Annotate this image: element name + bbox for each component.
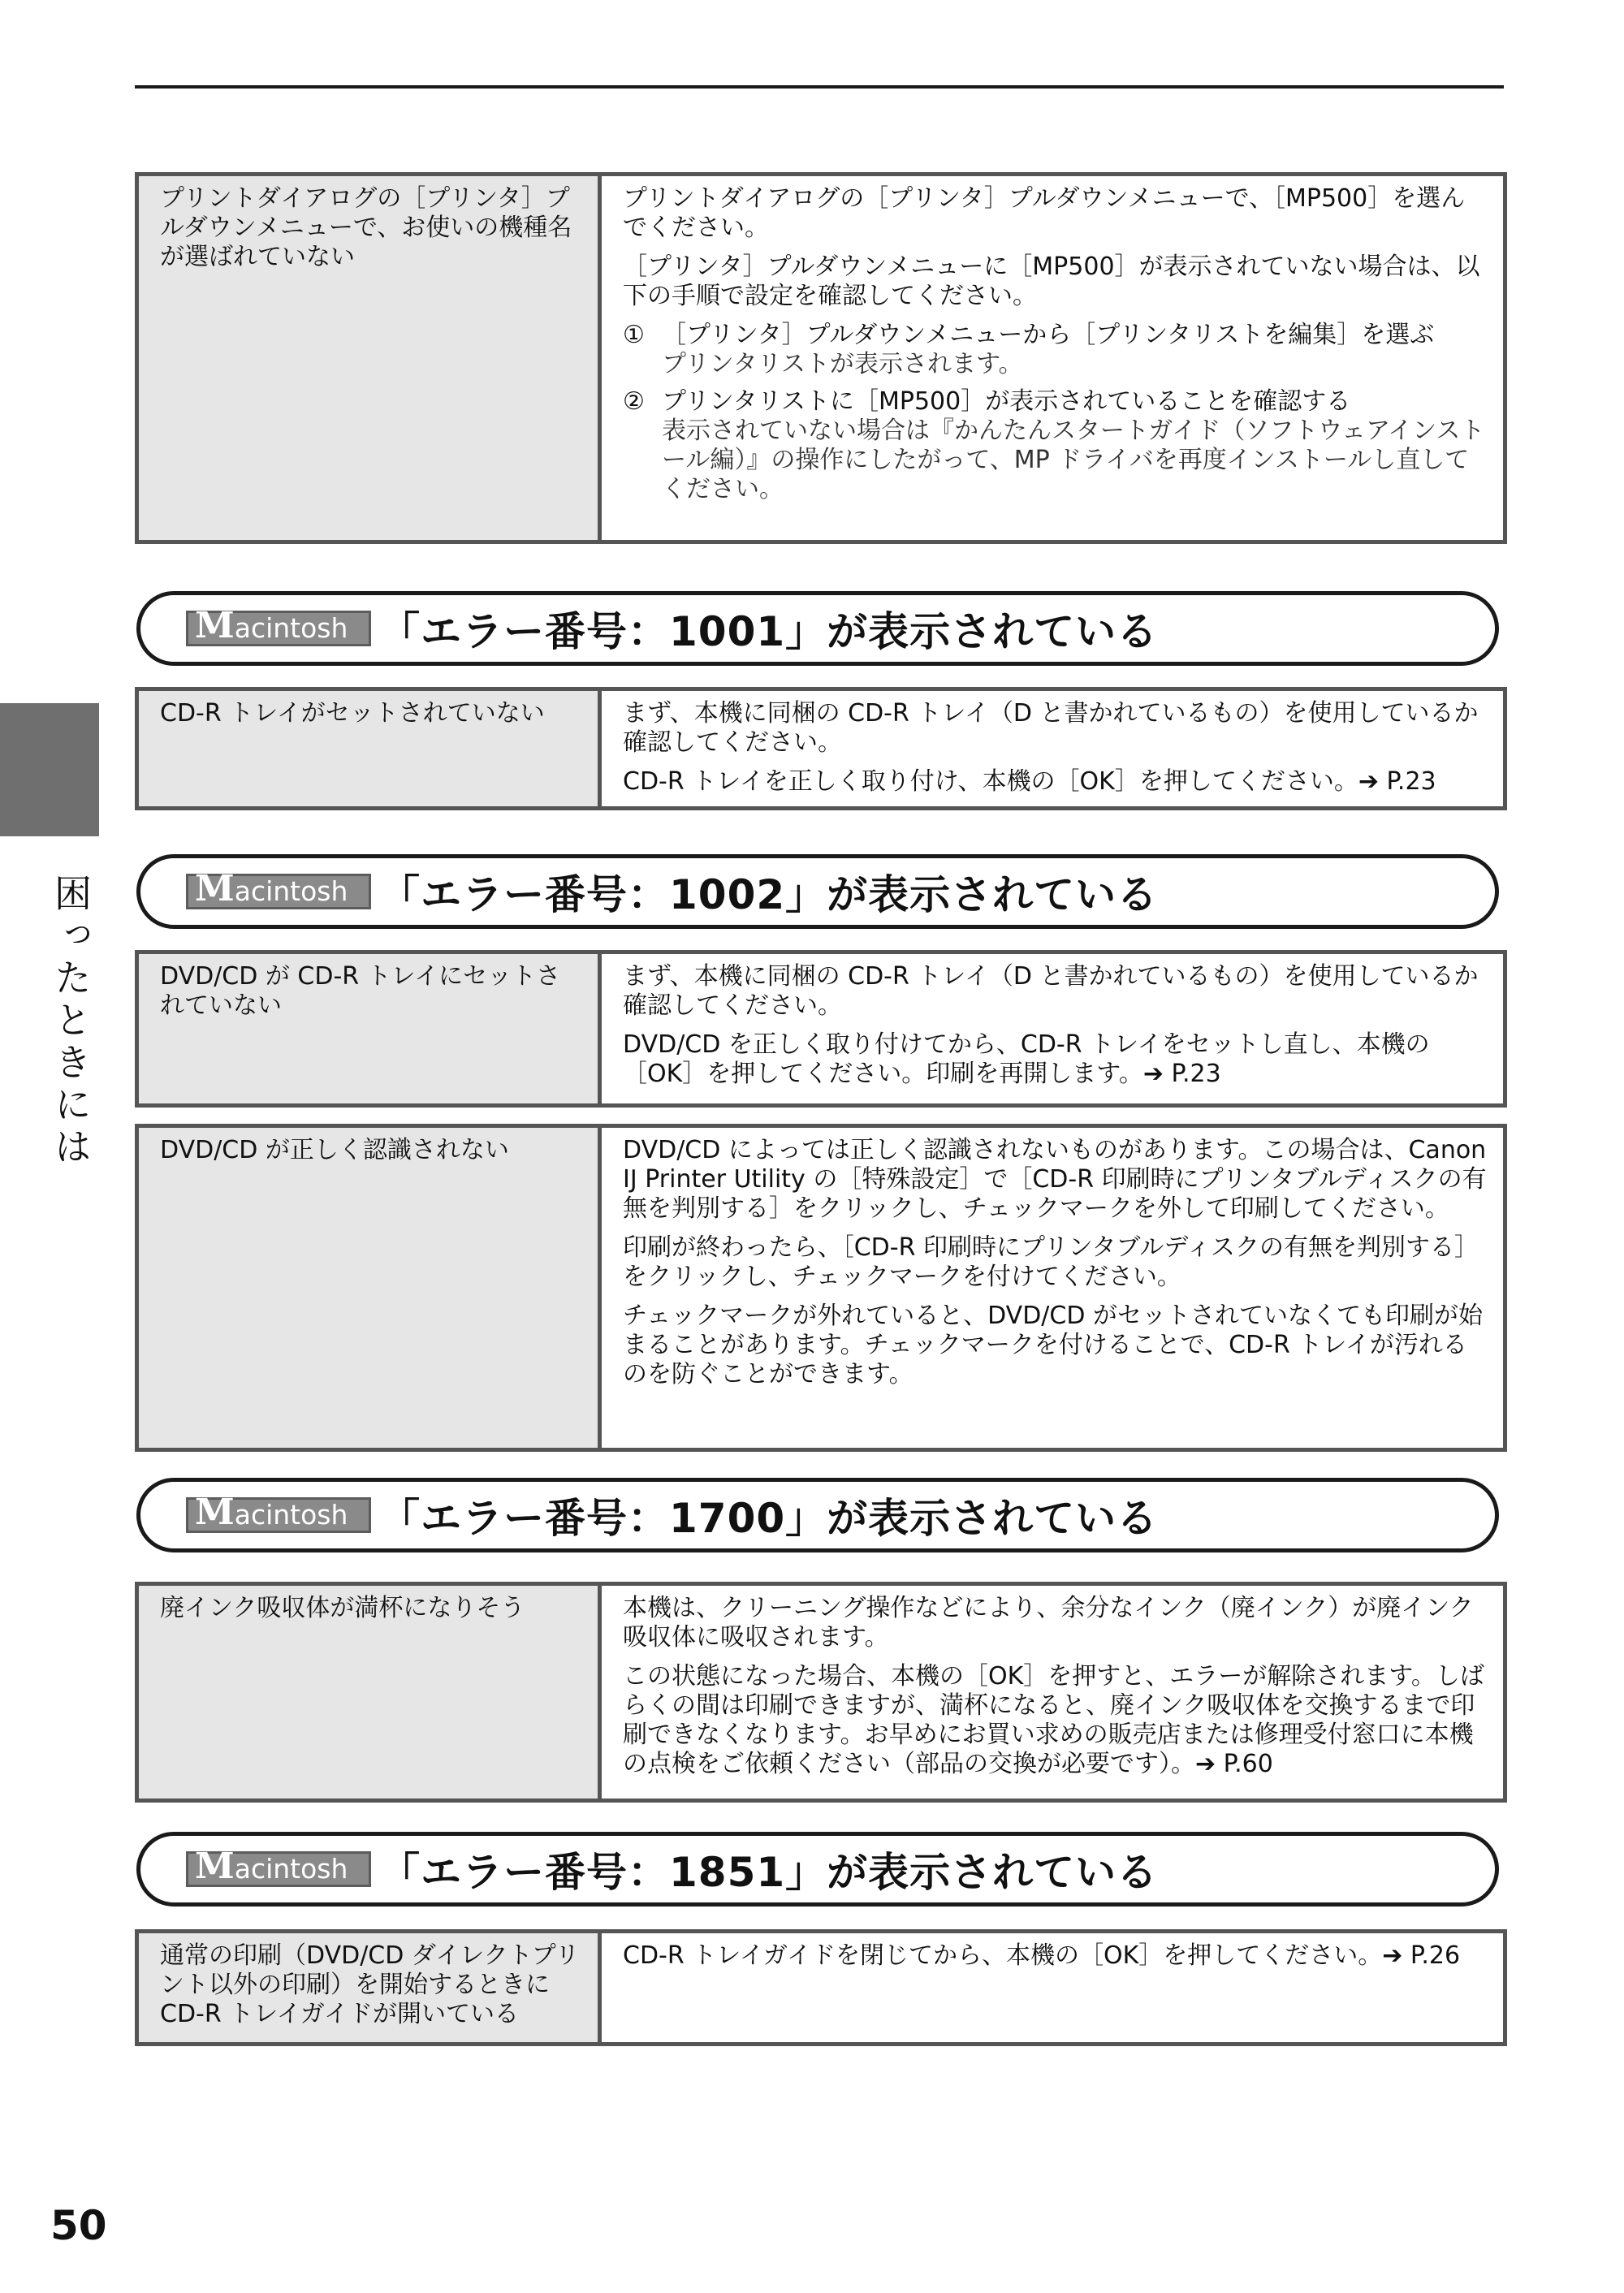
cause-cell: DVD/CD が CD-R トレイにセットされていない — [139, 954, 602, 1103]
cause-cell: CD-R トレイがセットされていない — [139, 691, 602, 806]
solution-text: CD-R トレイガイドを閉じてから、本機の［OK］を押してください。➔ P.26 — [623, 1941, 1461, 1970]
solution-text: DVD/CD によっては正しく認識されないものがあります。この場合は、Canon IJ Printer Utility の［特殊設定］で［CD-R 印刷時にプリンタブルディスクの有無を判別する］をクリックし、チェックマークを外して印刷してください。 — [623, 1136, 1487, 1223]
troubleshoot-table — [135, 1929, 1507, 2046]
section-heading-1700 — [136, 1478, 1499, 1552]
macintosh-badge: M acintosh — [186, 1497, 371, 1533]
step-number: ① — [623, 321, 645, 349]
section-heading-1851 — [136, 1832, 1499, 1907]
chapter-label: 困ったときには — [49, 874, 93, 1169]
chapter-tab — [0, 703, 99, 836]
troubleshoot-table — [135, 172, 1507, 544]
section-title: 「エラー番号：1700」が表示されている — [379, 1495, 1159, 1542]
solution-cell — [602, 954, 1503, 1103]
solution-cell — [602, 1933, 1503, 2042]
troubleshoot-table — [135, 950, 1507, 1108]
step-number: ② — [623, 387, 645, 416]
cause-cell: 廃インク吸収体が満杯になりそう — [139, 1586, 602, 1799]
troubleshoot-table — [135, 1124, 1507, 1452]
solution-cell — [602, 1128, 1503, 1448]
cause-cell: 通常の印刷（DVD/CD ダイレクトプリント以外の印刷）を開始するときに CD-R トレイガイドが開いている — [139, 1933, 602, 2042]
top-rule — [135, 85, 1504, 89]
step-item — [623, 387, 1487, 504]
step-description: プリンタリストが表示されます。 — [662, 350, 1023, 378]
solution-text: チェックマークが外れていると、DVD/CD がセットされていなくても印刷が始まることがあります。チェックマークを付けることで、CD-R トレイが汚れるのを防ぐことができます。 — [623, 1302, 1483, 1388]
solution-text: 印刷が終わったら、［CD-R 印刷時にプリンタブルディスクの有無を判別する］をクリックし、チェックマークを付けてください。 — [623, 1233, 1479, 1291]
macintosh-badge: M acintosh — [186, 1851, 371, 1887]
step-item — [623, 321, 1487, 379]
solution-text: 本機は、クリーニング操作などにより、余分なインク（廃インク）が廃インク吸収体に吸収されます。 — [623, 1594, 1474, 1652]
macintosh-badge: M acintosh — [186, 874, 371, 909]
section-title: 「エラー番号：1002」が表示されている — [379, 871, 1159, 918]
solution-text: DVD/CD を正しく取り付けてから、CD-R トレイをセットし直し、本機の［OK］を押してください。印刷を再開します。➔ P.23 — [623, 1030, 1430, 1088]
macintosh-badge: M acintosh — [186, 611, 371, 646]
solution-text: まず、本機に同梱の CD-R トレイ（D と書かれているもの）を使用しているか確認してください。 — [623, 962, 1479, 1020]
section-heading-1001 — [136, 591, 1499, 666]
section-heading-1002 — [136, 854, 1499, 929]
step-title: ［プリンタ］プルダウンメニューから［プリンタリストを編集］を選ぶ — [662, 321, 1435, 349]
cause-cell: DVD/CD が正しく認識されない — [139, 1128, 602, 1448]
section-title: 「エラー番号：1001」が表示されている — [379, 608, 1159, 655]
solution-cell — [602, 1586, 1503, 1799]
solution-cell — [602, 691, 1503, 806]
solution-cell — [602, 176, 1503, 540]
cause-cell: プリントダイアログの［プリンタ］プルダウンメニューで、お使いの機種名が選ばれていない — [139, 176, 602, 540]
solution-text: CD-R トレイを正しく取り付け、本機の［OK］を押してください。➔ P.23 — [623, 767, 1436, 796]
step-title: プリンタリストに［MP500］が表示されていることを確認する — [662, 387, 1351, 416]
solution-text: この状態になった場合、本機の［OK］を押すと、エラーが解除されます。しばらくの間は印刷できますが、満杯になると、廃インク吸収体を交換するまで印刷できなくなります。お早めにお買い求めの販売店または修理受付窓口に本機の点検をご依頼ください（部品の交換が必要です）。➔ P.60 — [623, 1662, 1484, 1778]
solution-text: まず、本機に同梱の CD-R トレイ（D と書かれているもの）を使用しているか確認してください。 — [623, 699, 1479, 757]
troubleshoot-table — [135, 687, 1507, 810]
solution-text: ［プリンタ］プルダウンメニューに［MP500］が表示されていない場合は、以下の手順で設定を確認してください。 — [623, 253, 1480, 310]
solution-text: プリントダイアログの［プリンタ］プルダウンメニューで、［MP500］を選んでください。 — [623, 184, 1466, 242]
section-title: 「エラー番号：1851」が表示されている — [379, 1849, 1159, 1896]
troubleshoot-table — [135, 1582, 1507, 1803]
step-description: 表示されていない場合は『かんたんスタートガイド（ソフトウェアインストール編）』の操作にしたがって、MP ドライバを再度インストールし直してください。 — [662, 417, 1485, 503]
page-number: 50 — [50, 2202, 107, 2249]
